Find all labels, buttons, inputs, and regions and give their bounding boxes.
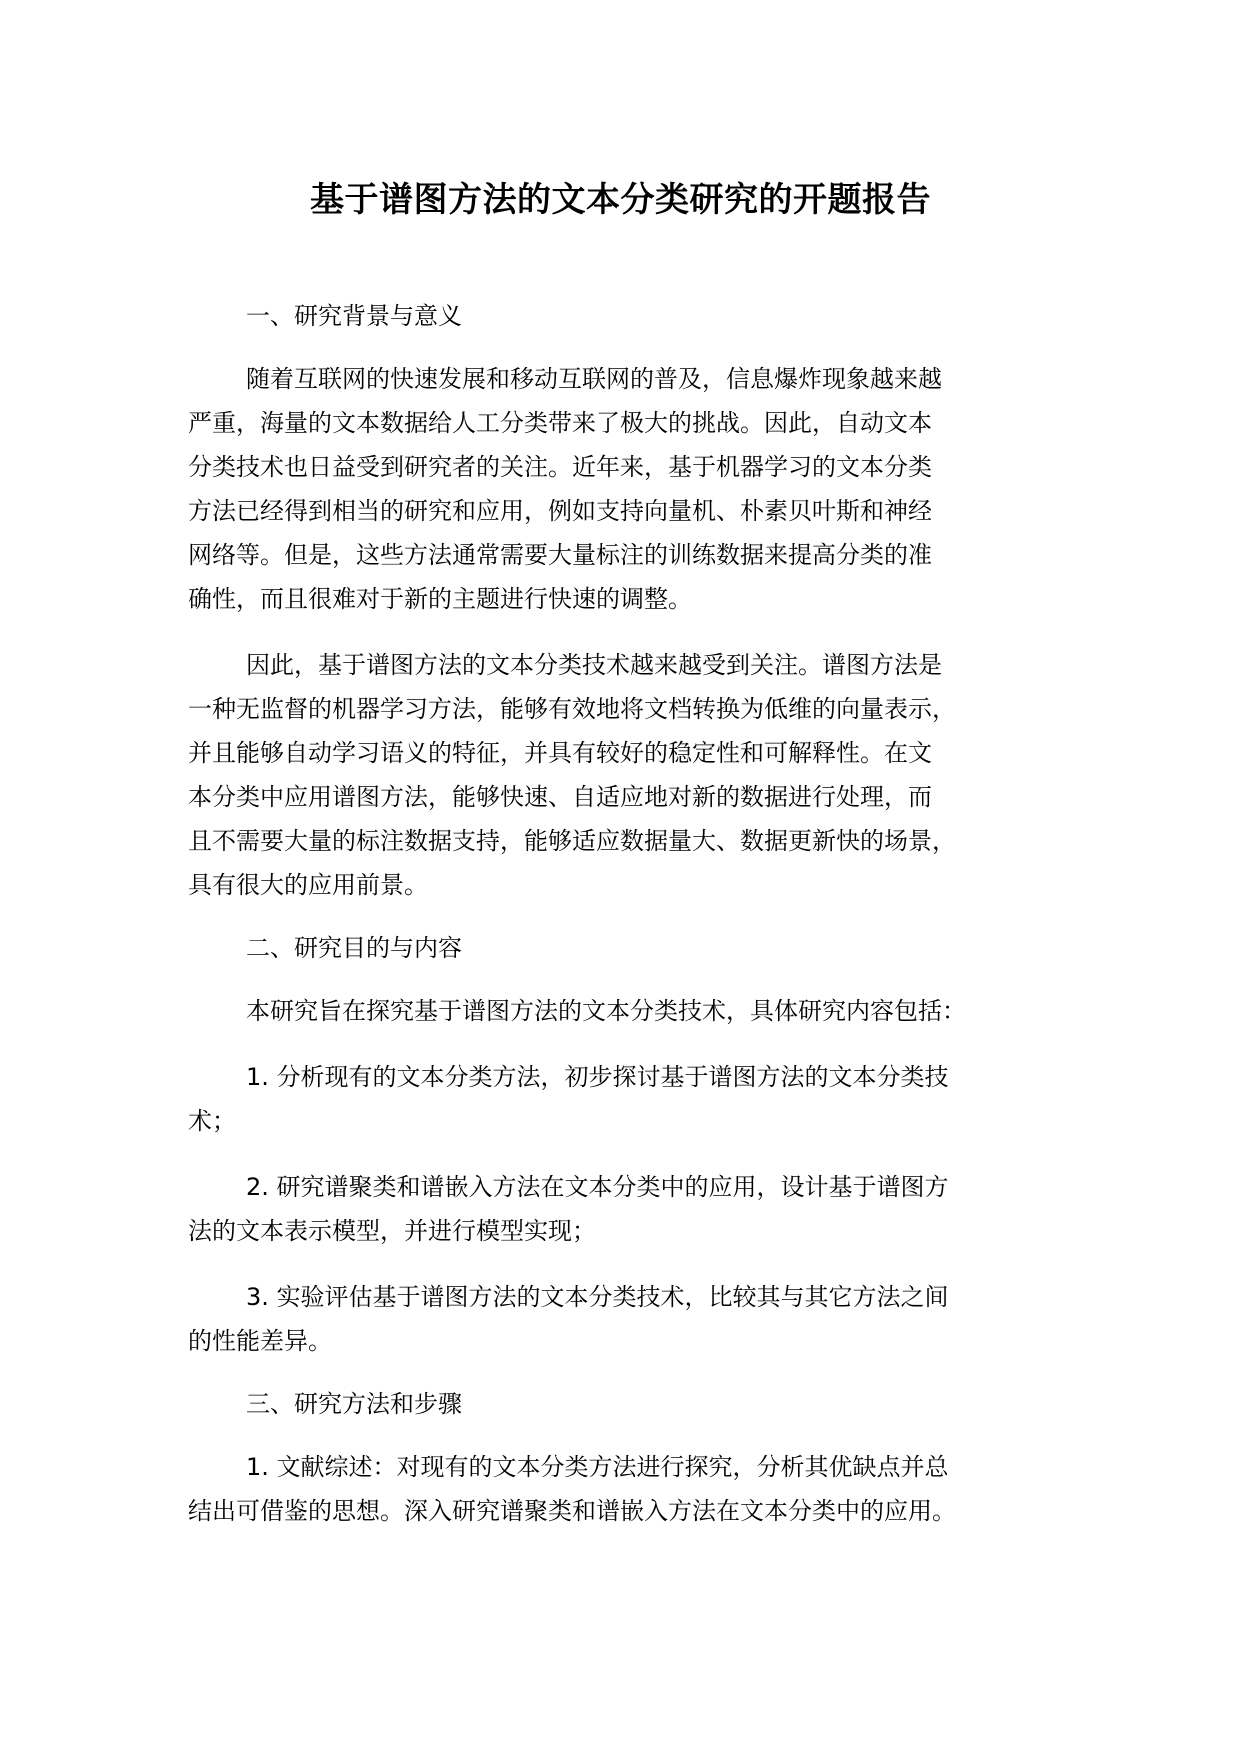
text-line: 分类技术也日益受到研究者的关注。近年来，基于机器学习的文本分类: [188, 453, 932, 481]
paragraph-background-2: [188, 643, 1088, 907]
document-body: [188, 294, 1088, 1555]
list-item-purpose-3: [188, 1275, 1088, 1363]
text-line: 确性，而且很难对于新的主题进行快速的调整。: [188, 585, 692, 613]
text-line: 2. 研究谱聚类和谱嵌入方法在文本分类中的应用，设计基于谱图方: [246, 1173, 949, 1201]
text-line: 术；: [188, 1107, 236, 1135]
text-line: 本研究旨在探究基于谱图方法的文本分类技术，具体研究内容包括：: [246, 997, 966, 1025]
text-line: 一种无监督的机器学习方法，能够有效地将文档转换为低维的向量表示，: [188, 695, 956, 723]
text-line: 1. 文献综述：对现有的文本分类方法进行探究，分析其优缺点并总: [246, 1453, 949, 1481]
paragraph-purpose-intro: [188, 989, 1088, 1033]
text-line: 并且能够自动学习语义的特征，并具有较好的稳定性和可解释性。在文: [188, 739, 932, 767]
document-title: 基于谱图方法的文本分类研究的开题报告: [310, 180, 931, 220]
text-line: 方法已经得到相当的研究和应用，例如支持向量机、朴素贝叶斯和神经: [188, 497, 932, 525]
text-line: 本分类中应用谱图方法，能够快速、自适应地对新的数据进行处理，而: [188, 783, 932, 811]
list-item-purpose-1: [188, 1055, 1088, 1143]
text-line: 随着互联网的快速发展和移动互联网的普及，信息爆炸现象越来越: [246, 365, 942, 393]
paragraph-background-1: [188, 357, 1088, 621]
section-heading-2: 二、研究目的与内容: [246, 934, 462, 962]
text-line: 且不需要大量的标注数据支持，能够适应数据量大、数据更新快的场景，: [188, 827, 956, 855]
text-line: 因此，基于谱图方法的文本分类技术越来越受到关注。谱图方法是: [246, 651, 942, 679]
text-line: 1. 分析现有的文本分类方法，初步探讨基于谱图方法的文本分类技: [246, 1063, 949, 1091]
section-heading-1: 一、研究背景与意义: [246, 302, 462, 330]
text-line: 具有很大的应用前景。: [188, 871, 428, 899]
list-item-purpose-2: [188, 1165, 1088, 1253]
section-heading-3: 三、研究方法和步骤: [246, 1390, 462, 1418]
text-line: 严重，海量的文本数据给人工分类带来了极大的挑战。因此，自动文本: [188, 409, 932, 437]
text-line: 网络等。但是，这些方法通常需要大量标注的训练数据来提高分类的准: [188, 541, 932, 569]
text-line: 结出可借鉴的思想。深入研究谱聚类和谱嵌入方法在文本分类中的应用。: [188, 1497, 956, 1525]
list-item-method-1: [188, 1445, 1088, 1533]
text-line: 的性能差异。: [188, 1327, 332, 1355]
text-line: 3. 实验评估基于谱图方法的文本分类技术，比较其与其它方法之间: [246, 1283, 949, 1311]
text-line: 法的文本表示模型，并进行模型实现；: [188, 1217, 596, 1245]
